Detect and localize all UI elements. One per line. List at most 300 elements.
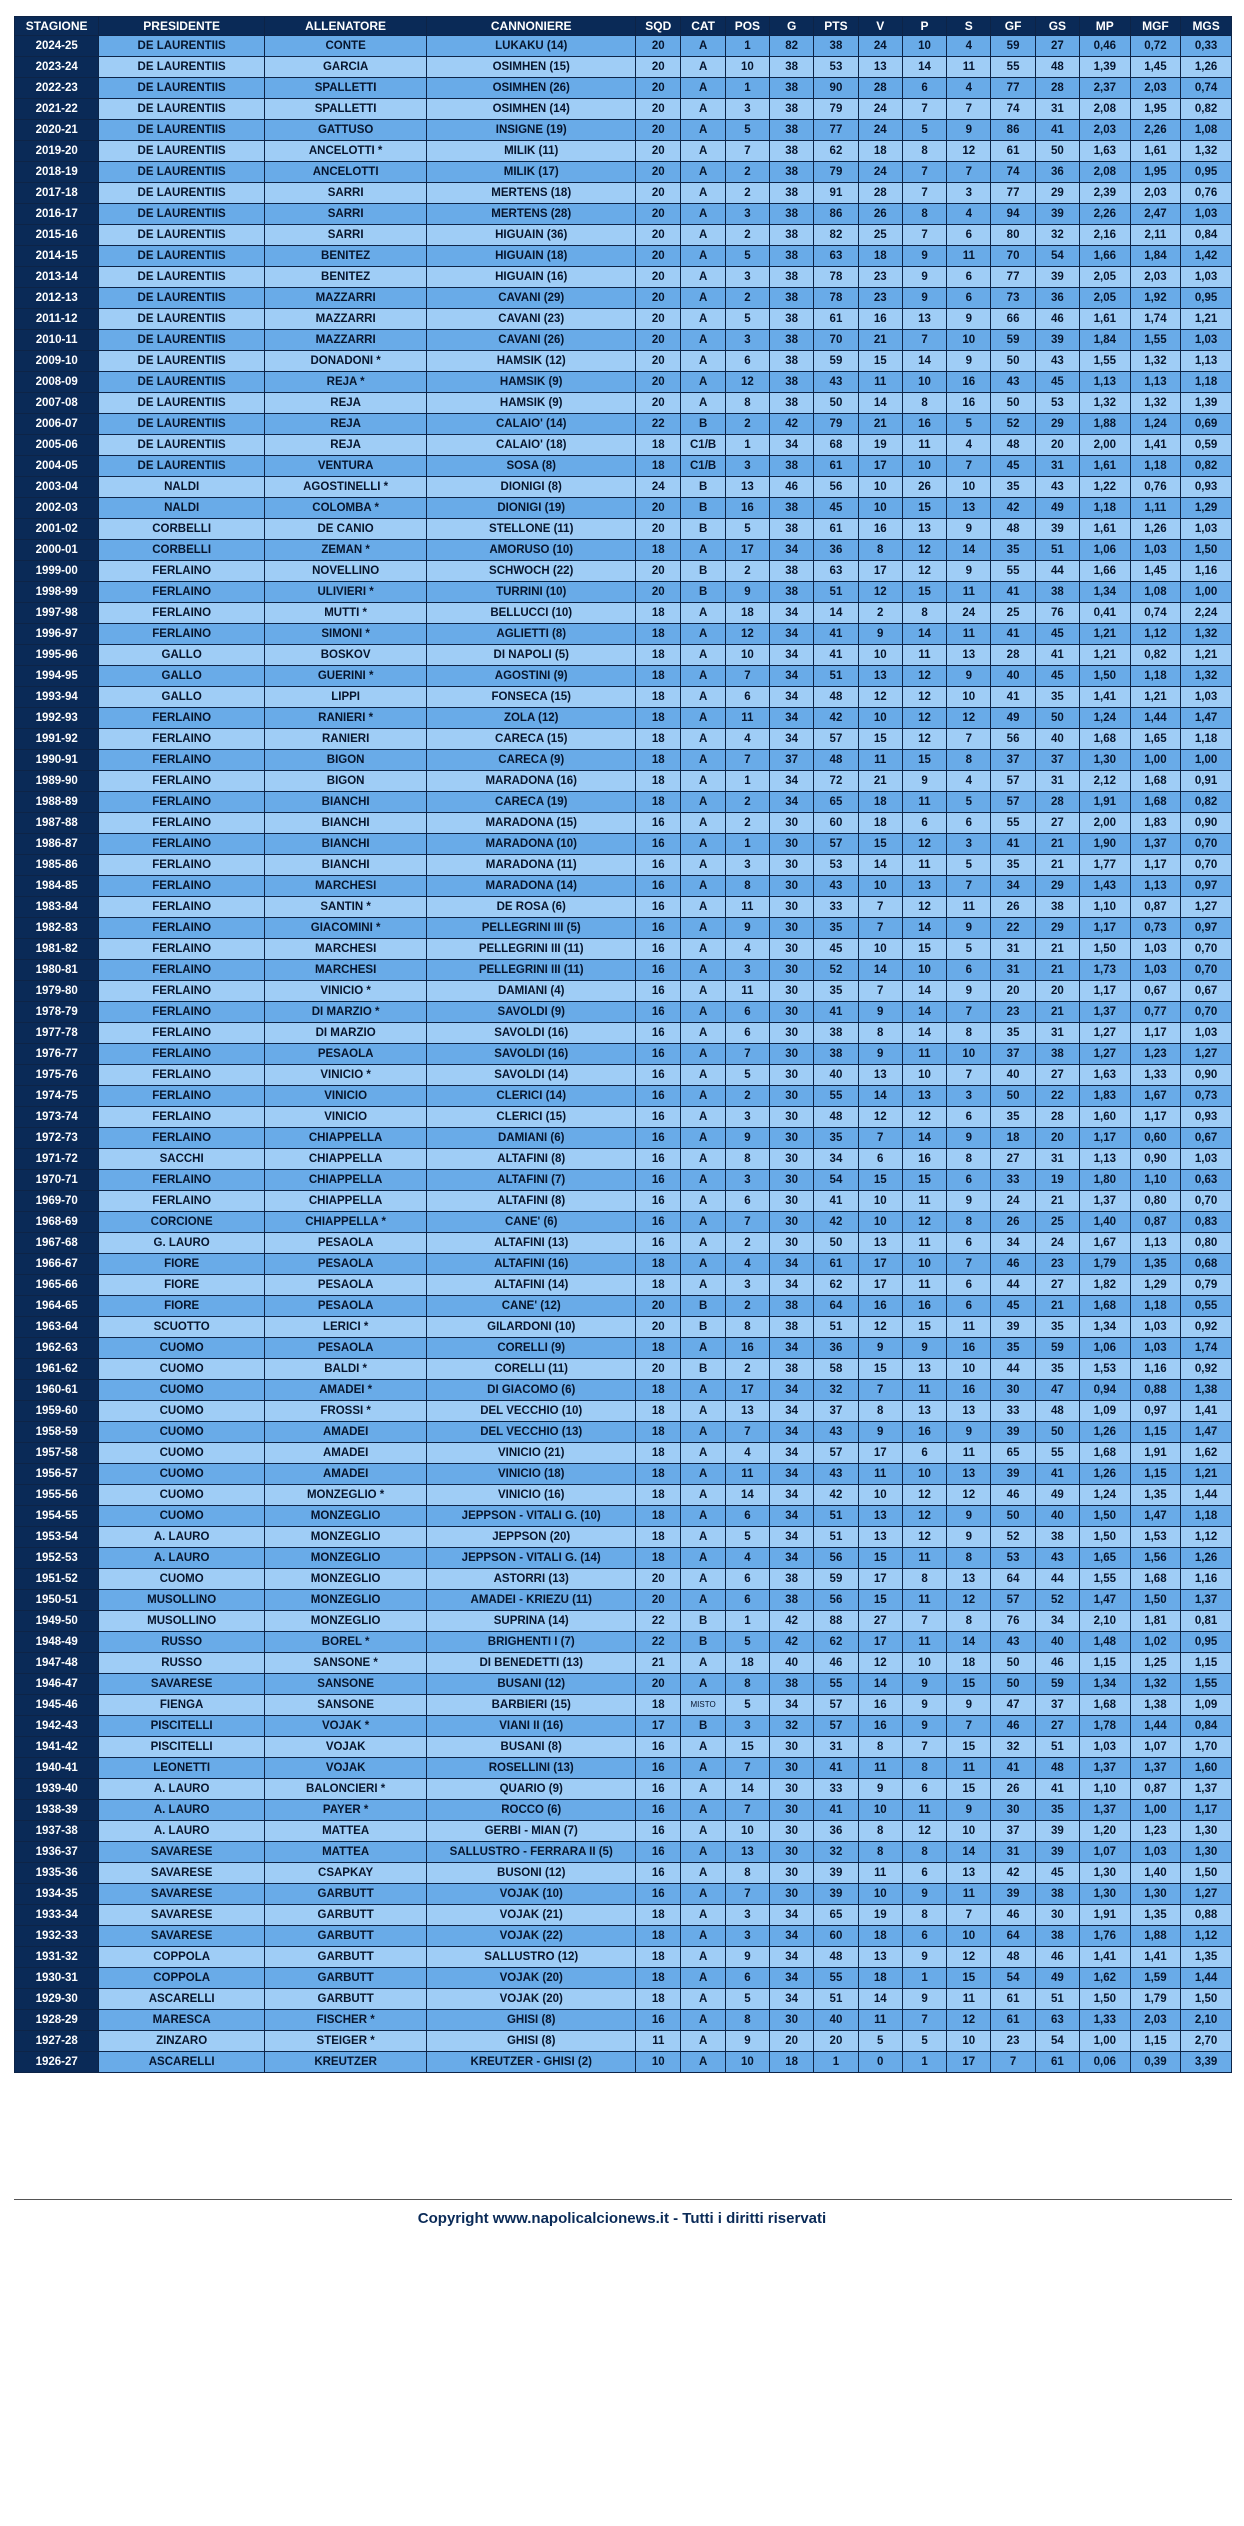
cell-goals-against: 46 [1035,1947,1079,1968]
column-header-s: S [947,17,991,36]
cell-avg-goals-for: 1,26 [1130,519,1181,540]
cell-games: 38 [770,1569,814,1590]
cell-goals-for: 59 [991,36,1035,57]
cell-goals-against: 49 [1035,1485,1079,1506]
cell-points: 33 [814,897,858,918]
cell-wins: 19 [858,435,902,456]
cell-points: 50 [814,1233,858,1254]
cell-wins: 13 [858,1506,902,1527]
cell-category: A [681,1821,725,1842]
cell-season: 2020-21 [15,120,99,141]
cell-category: A [681,1023,725,1044]
cell-points: 32 [814,1842,858,1863]
cell-coach: COLOMBA * [264,498,426,519]
cell-games: 34 [770,1905,814,1926]
table-row [15,1695,1232,1716]
cell-top-scorer: TURRINI (10) [427,582,636,603]
cell-games: 34 [770,540,814,561]
cell-draws: 15 [902,582,946,603]
cell-top-scorer: VINICIO (16) [427,1485,636,1506]
cell-avg-points: 1,90 [1080,834,1131,855]
cell-position: 2 [725,1086,769,1107]
cell-position: 5 [725,1695,769,1716]
cell-losses: 7 [947,456,991,477]
cell-avg-goals-for: 1,15 [1130,1422,1181,1443]
cell-games: 18 [770,2052,814,2073]
cell-avg-goals-against: 0,92 [1181,1317,1232,1338]
cell-games: 38 [770,1296,814,1317]
cell-draws: 11 [902,792,946,813]
cell-squads: 16 [636,2010,681,2031]
cell-president: FERLAINO [99,603,265,624]
cell-wins: 10 [858,1800,902,1821]
cell-position: 3 [725,1905,769,1926]
cell-season: 1986-87 [15,834,99,855]
cell-avg-goals-for: 1,45 [1130,57,1181,78]
cell-games: 38 [770,204,814,225]
cell-draws: 8 [902,1758,946,1779]
cell-category: B [681,1716,725,1737]
cell-squads: 18 [636,1527,681,1548]
cell-president: SAVARESE [99,1842,265,1863]
cell-losses: 9 [947,666,991,687]
table-row [15,414,1232,435]
cell-coach: MATTEA [264,1821,426,1842]
cell-losses: 6 [947,225,991,246]
cell-wins: 13 [858,1527,902,1548]
cell-goals-against: 54 [1035,2031,1079,2052]
table-row [15,372,1232,393]
cell-games: 34 [770,729,814,750]
cell-president: DE LAURENTIIS [99,372,265,393]
cell-draws: 7 [902,2010,946,2031]
cell-avg-goals-for: 1,18 [1130,666,1181,687]
cell-points: 37 [814,1401,858,1422]
cell-squads: 20 [636,246,681,267]
cell-draws: 9 [902,1884,946,1905]
cell-goals-against: 34 [1035,1611,1079,1632]
cell-avg-goals-for: 1,53 [1130,1527,1181,1548]
cell-coach: DI MARZIO * [264,1002,426,1023]
cell-losses: 4 [947,36,991,57]
cell-squads: 18 [636,687,681,708]
cell-squads: 20 [636,141,681,162]
cell-wins: 17 [858,1254,902,1275]
cell-position: 2 [725,813,769,834]
cell-points: 56 [814,1548,858,1569]
cell-goals-for: 32 [991,1737,1035,1758]
cell-goals-for: 25 [991,603,1035,624]
cell-category: A [681,1191,725,1212]
cell-losses: 9 [947,120,991,141]
cell-goals-against: 20 [1035,1128,1079,1149]
cell-wins: 12 [858,687,902,708]
cell-coach: GARCIA [264,57,426,78]
cell-avg-goals-for: 1,92 [1130,288,1181,309]
cell-president: PISCITELLI [99,1716,265,1737]
table-row [15,1338,1232,1359]
cell-position: 5 [725,246,769,267]
cell-top-scorer: GERBI - MIAN (7) [427,1821,636,1842]
cell-coach: CHIAPPELLA [264,1149,426,1170]
cell-position: 16 [725,498,769,519]
cell-avg-goals-for: 1,37 [1130,834,1181,855]
cell-draws: 6 [902,1926,946,1947]
cell-squads: 18 [636,1905,681,1926]
cell-games: 42 [770,1611,814,1632]
cell-draws: 11 [902,855,946,876]
cell-wins: 18 [858,1968,902,1989]
cell-draws: 9 [902,1947,946,1968]
cell-goals-against: 21 [1035,1296,1079,1317]
cell-goals-against: 19 [1035,1170,1079,1191]
cell-draws: 10 [902,372,946,393]
cell-season: 2023-24 [15,57,99,78]
cell-category: A [681,834,725,855]
cell-season: 1970-71 [15,1170,99,1191]
cell-season: 2014-15 [15,246,99,267]
cell-president: DE LAURENTIIS [99,246,265,267]
cell-losses: 13 [947,498,991,519]
cell-avg-goals-against: 0,70 [1181,960,1232,981]
cell-position: 2 [725,162,769,183]
cell-season: 1987-88 [15,813,99,834]
cell-games: 38 [770,519,814,540]
cell-category: A [681,771,725,792]
cell-top-scorer: MARADONA (10) [427,834,636,855]
cell-season: 1997-98 [15,603,99,624]
cell-avg-points: 1,91 [1080,1905,1131,1926]
cell-games: 38 [770,183,814,204]
cell-wins: 0 [858,2052,902,2073]
cell-goals-against: 51 [1035,1737,1079,1758]
cell-avg-goals-against: 1,03 [1181,1149,1232,1170]
cell-avg-points: 1,50 [1080,666,1131,687]
cell-games: 38 [770,1359,814,1380]
cell-avg-goals-for: 1,33 [1130,1065,1181,1086]
table-row [15,1905,1232,1926]
cell-goals-for: 18 [991,1128,1035,1149]
column-header-g: G [770,17,814,36]
cell-top-scorer: SALLUSTRO (12) [427,1947,636,1968]
cell-draws: 8 [902,1842,946,1863]
table-row [15,1044,1232,1065]
cell-losses: 13 [947,645,991,666]
cell-games: 34 [770,1254,814,1275]
cell-squads: 18 [636,1380,681,1401]
cell-games: 38 [770,498,814,519]
copyright-text: Copyright www.napolicalcionews.it - Tutti i diritti riservati [417,2210,827,2227]
cell-president: MUSOLLINO [99,1590,265,1611]
cell-avg-goals-against: 0,90 [1181,813,1232,834]
cell-wins: 25 [858,225,902,246]
cell-games: 38 [770,1317,814,1338]
cell-avg-goals-for: 2,47 [1130,204,1181,225]
cell-games: 38 [770,372,814,393]
cell-category: A [681,792,725,813]
cell-losses: 11 [947,582,991,603]
cell-goals-for: 39 [991,1464,1035,1485]
cell-wins: 17 [858,1632,902,1653]
cell-top-scorer: BELLUCCI (10) [427,603,636,624]
cell-position: 1 [725,834,769,855]
cell-goals-against: 32 [1035,225,1079,246]
cell-season: 1989-90 [15,771,99,792]
column-header-stagione: STAGIONE [15,17,99,36]
table-row [15,204,1232,225]
cell-coach: MONZEGLIO [264,1590,426,1611]
cell-category: A [681,1884,725,1905]
cell-squads: 16 [636,897,681,918]
cell-avg-goals-against: 2,10 [1181,2010,1232,2031]
cell-avg-goals-for: 2,03 [1130,183,1181,204]
cell-losses: 11 [947,1443,991,1464]
cell-avg-points: 2,03 [1080,120,1131,141]
column-header-p: P [902,17,946,36]
cell-category: A [681,813,725,834]
cell-draws: 9 [902,267,946,288]
cell-avg-points: 1,34 [1080,1317,1131,1338]
cell-category: A [681,1926,725,1947]
cell-wins: 10 [858,1884,902,1905]
cell-goals-for: 23 [991,2031,1035,2052]
cell-coach: AMADEI [264,1464,426,1485]
cell-season: 1983-84 [15,897,99,918]
cell-position: 8 [725,1674,769,1695]
cell-points: 43 [814,1464,858,1485]
cell-points: 57 [814,729,858,750]
cell-category: A [681,204,725,225]
cell-category: A [681,1149,725,1170]
cell-coach: GATTUSO [264,120,426,141]
cell-avg-goals-for: 0,80 [1130,1191,1181,1212]
column-header-pts: PTS [814,17,858,36]
cell-points: 78 [814,267,858,288]
cell-season: 2015-16 [15,225,99,246]
cell-avg-goals-for: 1,17 [1130,1023,1181,1044]
cell-wins: 16 [858,1716,902,1737]
cell-goals-for: 76 [991,1611,1035,1632]
cell-points: 42 [814,1212,858,1233]
cell-avg-goals-against: 0,95 [1181,1632,1232,1653]
cell-wins: 12 [858,582,902,603]
cell-coach: SPALLETTI [264,99,426,120]
cell-category: A [681,1443,725,1464]
cell-top-scorer: CLERICI (15) [427,1107,636,1128]
cell-avg-goals-for: 1,15 [1130,2031,1181,2052]
cell-season: 2004-05 [15,456,99,477]
cell-goals-against: 43 [1035,477,1079,498]
cell-squads: 18 [636,1506,681,1527]
cell-avg-points: 1,68 [1080,729,1131,750]
cell-wins: 16 [858,1296,902,1317]
cell-squads: 20 [636,120,681,141]
cell-category: A [681,225,725,246]
cell-coach: VOJAK [264,1737,426,1758]
cell-wins: 16 [858,519,902,540]
cell-category: B [681,519,725,540]
cell-position: 5 [725,1065,769,1086]
cell-president: DE LAURENTIIS [99,225,265,246]
cell-coach: SPALLETTI [264,78,426,99]
cell-season: 1927-28 [15,2031,99,2052]
cell-position: 7 [725,1800,769,1821]
cell-points: 57 [814,1695,858,1716]
cell-season: 1945-46 [15,1695,99,1716]
cell-coach: SARRI [264,183,426,204]
cell-avg-points: 1,73 [1080,960,1131,981]
cell-president: DE LAURENTIIS [99,120,265,141]
table-row [15,708,1232,729]
cell-top-scorer: SUPRINA (14) [427,1611,636,1632]
cell-avg-goals-for: 1,88 [1130,1926,1181,1947]
cell-losses: 11 [947,1758,991,1779]
cell-avg-points: 1,55 [1080,351,1131,372]
cell-president: FERLAINO [99,771,265,792]
cell-draws: 15 [902,750,946,771]
cell-points: 63 [814,561,858,582]
cell-avg-points: 2,08 [1080,99,1131,120]
cell-top-scorer: SCHWOCH (22) [427,561,636,582]
cell-avg-goals-against: 1,37 [1181,1779,1232,1800]
cell-points: 43 [814,1422,858,1443]
cell-top-scorer: GILARDONI (10) [427,1317,636,1338]
cell-points: 53 [814,855,858,876]
cell-president: FERLAINO [99,624,265,645]
cell-avg-goals-for: 1,23 [1130,1044,1181,1065]
cell-top-scorer: MARADONA (15) [427,813,636,834]
cell-games: 38 [770,78,814,99]
table-row [15,1716,1232,1737]
cell-category: A [681,1737,725,1758]
cell-avg-points: 1,30 [1080,750,1131,771]
cell-goals-for: 43 [991,372,1035,393]
cell-category: A [681,99,725,120]
cell-wins: 6 [858,1149,902,1170]
cell-season: 1931-32 [15,1947,99,1968]
table-row [15,981,1232,1002]
cell-goals-for: 35 [991,540,1035,561]
cell-avg-points: 1,17 [1080,981,1131,1002]
cell-position: 7 [725,1758,769,1779]
cell-goals-against: 43 [1035,351,1079,372]
cell-games: 34 [770,1926,814,1947]
cell-position: 4 [725,1443,769,1464]
cell-season: 2005-06 [15,435,99,456]
cell-coach: PESAOLA [264,1338,426,1359]
cell-goals-for: 77 [991,267,1035,288]
cell-avg-goals-for: 2,26 [1130,120,1181,141]
cell-avg-points: 1,76 [1080,1926,1131,1947]
cell-top-scorer: GHISI (8) [427,2031,636,2052]
cell-games: 34 [770,1275,814,1296]
cell-avg-goals-against: 1,03 [1181,204,1232,225]
cell-losses: 10 [947,1821,991,1842]
cell-squads: 17 [636,1716,681,1737]
cell-games: 34 [770,1422,814,1443]
cell-points: 51 [814,582,858,603]
cell-goals-for: 42 [991,498,1035,519]
cell-draws: 10 [902,1254,946,1275]
cell-category: A [681,603,725,624]
cell-goals-for: 45 [991,1296,1035,1317]
cell-draws: 12 [902,666,946,687]
cell-squads: 18 [636,645,681,666]
column-header-sqd: SQD [636,17,681,36]
cell-avg-points: 2,37 [1080,78,1131,99]
cell-goals-against: 21 [1035,1191,1079,1212]
cell-season: 1955-56 [15,1485,99,1506]
cell-squads: 24 [636,477,681,498]
cell-wins: 10 [858,939,902,960]
table-row [15,540,1232,561]
cell-category: A [681,267,725,288]
cell-games: 38 [770,351,814,372]
cell-avg-points: 1,26 [1080,1422,1131,1443]
cell-season: 1930-31 [15,1968,99,1989]
table-row [15,771,1232,792]
cell-coach: VINICIO [264,1086,426,1107]
cell-position: 2 [725,561,769,582]
cell-category: C1/B [681,456,725,477]
cell-avg-goals-against: 1,50 [1181,540,1232,561]
cell-games: 38 [770,330,814,351]
cell-wins: 16 [858,309,902,330]
cell-avg-points: 2,39 [1080,183,1131,204]
cell-category: A [681,981,725,1002]
cell-president: CUOMO [99,1359,265,1380]
cell-goals-for: 39 [991,1422,1035,1443]
cell-squads: 16 [636,1044,681,1065]
cell-games: 30 [770,1065,814,1086]
cell-avg-points: 2,08 [1080,162,1131,183]
cell-top-scorer: CANE' (6) [427,1212,636,1233]
footer-divider [14,2199,1232,2200]
cell-season: 1959-60 [15,1401,99,1422]
cell-draws: 9 [902,1716,946,1737]
cell-coach: MARCHESI [264,960,426,981]
cell-goals-against: 37 [1035,1695,1079,1716]
cell-coach: PAYER * [264,1800,426,1821]
cell-goals-for: 57 [991,771,1035,792]
cell-avg-goals-for: 1,95 [1130,162,1181,183]
cell-squads: 16 [636,813,681,834]
cell-season: 1951-52 [15,1569,99,1590]
cell-losses: 6 [947,813,991,834]
cell-season: 2003-04 [15,477,99,498]
cell-draws: 6 [902,1443,946,1464]
cell-points: 35 [814,918,858,939]
cell-goals-for: 35 [991,477,1035,498]
cell-avg-goals-for: 1,95 [1130,99,1181,120]
cell-avg-goals-against: 0,83 [1181,1212,1232,1233]
cell-season: 2000-01 [15,540,99,561]
cell-season: 1928-29 [15,2010,99,2031]
cell-goals-for: 46 [991,1716,1035,1737]
cell-president: SAVARESE [99,1905,265,1926]
table-row [15,36,1232,57]
cell-games: 38 [770,141,814,162]
cell-president: FIORE [99,1254,265,1275]
cell-category: A [681,939,725,960]
cell-goals-for: 33 [991,1401,1035,1422]
cell-avg-goals-for: 2,11 [1130,225,1181,246]
cell-coach: REJA * [264,372,426,393]
cell-squads: 16 [636,1107,681,1128]
cell-avg-goals-against: 1,00 [1181,750,1232,771]
cell-points: 32 [814,1380,858,1401]
cell-avg-points: 1,26 [1080,1464,1131,1485]
